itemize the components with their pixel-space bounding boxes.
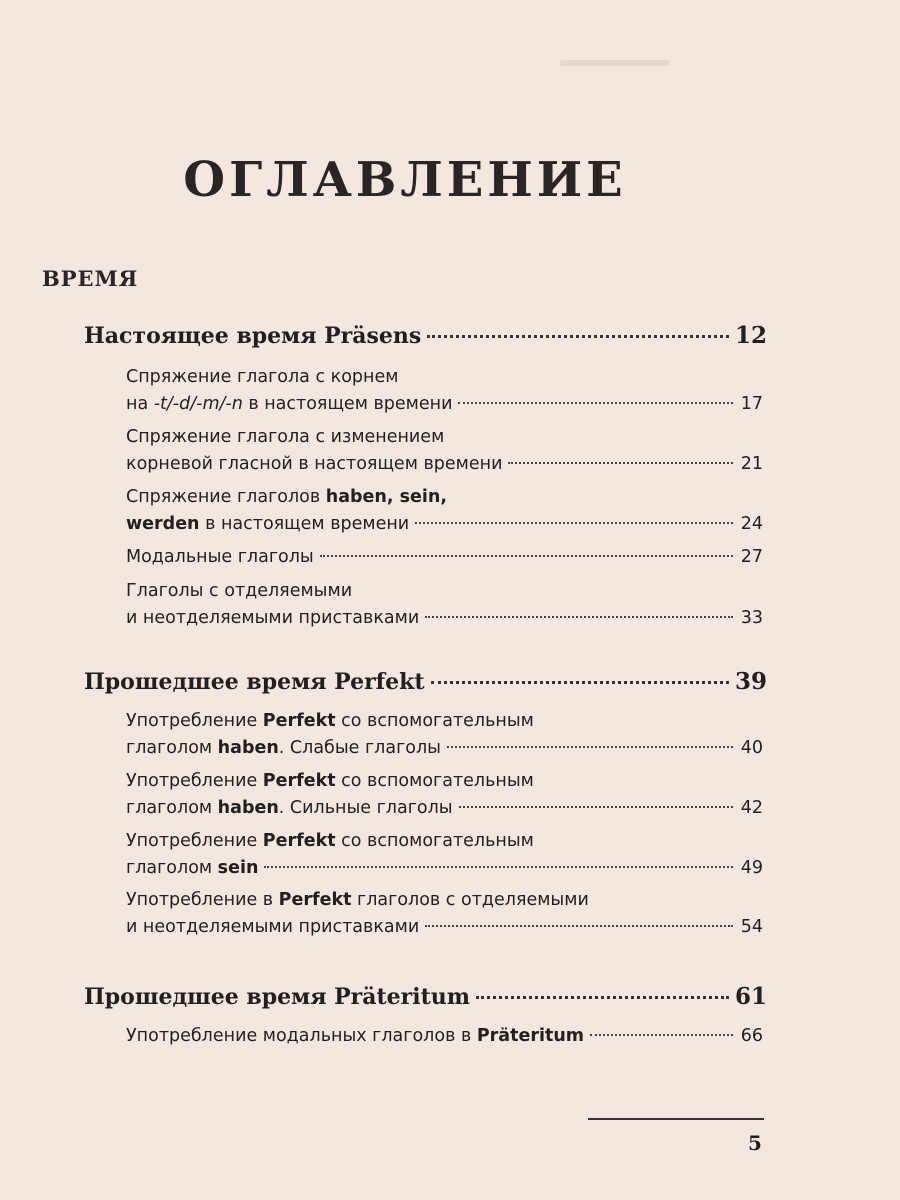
chapter-page: 39 [734, 668, 767, 695]
dot-leader [320, 555, 733, 557]
toc-chapter-prateritum[interactable] [84, 983, 767, 1010]
dot-leader [427, 335, 729, 338]
item-text: глаголом haben. Слабые глаголы [126, 738, 441, 758]
dot-leader [459, 806, 733, 808]
bleed-through-mark [560, 60, 670, 66]
item-line: Спряжение глагола с изменением [126, 427, 445, 447]
dot-leader [458, 402, 733, 404]
item-page: 54 [740, 917, 763, 937]
item-text: корневой гласной в настоящем времени [126, 454, 503, 474]
item-page: 42 [740, 798, 763, 818]
section-heading: ВРЕМЯ [42, 266, 139, 291]
dot-leader [415, 522, 733, 524]
item-line: Спряжение глагола с корнем [126, 367, 399, 387]
chapter-page: 12 [734, 322, 767, 349]
dot-leader [425, 925, 733, 927]
item-page: 40 [740, 738, 763, 758]
chapter-page: 61 [734, 983, 767, 1010]
toc-item-21[interactable] [126, 424, 763, 478]
page-number: 5 [748, 1131, 762, 1155]
dot-leader [264, 866, 733, 868]
dot-leader [476, 996, 729, 999]
item-line: Употребление Perfekt со вспомогательным [126, 831, 534, 851]
item-line: Употребление Perfekt со вспомогательным [126, 711, 534, 731]
toc-item-24[interactable] [126, 484, 763, 538]
toc-item-66[interactable] [126, 1023, 763, 1050]
item-page: 66 [740, 1026, 763, 1046]
item-page: 17 [740, 394, 763, 414]
chapter-title: Настоящее время Präsens [84, 323, 422, 349]
item-line: Употребление в Perfekt глаголов с отделяемыми [126, 890, 589, 910]
toc-chapter-perfekt[interactable] [84, 668, 767, 695]
toc-item-27[interactable] [126, 544, 763, 571]
toc-chapter-prasens[interactable] [84, 322, 767, 349]
item-text: и неотделяемыми приставками [126, 917, 420, 937]
item-text: на -t/-d/-m/-n в настоящем времени [126, 394, 453, 414]
item-page: 21 [740, 454, 763, 474]
item-page: 24 [740, 514, 763, 534]
toc-item-49[interactable] [126, 828, 763, 882]
toc-item-40[interactable] [126, 708, 763, 762]
chapter-title: Прошедшее время Perfekt [84, 669, 425, 695]
toc-item-33[interactable] [126, 578, 763, 632]
item-line: Глаголы с отделяемыми [126, 581, 353, 601]
item-text: и неотделяемыми приставками [126, 608, 420, 628]
item-text: глаголом haben. Сильные глаголы [126, 798, 453, 818]
item-page: 27 [740, 547, 763, 567]
toc-item-54[interactable] [126, 887, 763, 941]
item-text: глаголом sein [126, 858, 259, 878]
item-line: Употребление Perfekt со вспомогательным [126, 771, 534, 791]
dot-leader [447, 746, 733, 748]
page-title: ОГЛАВЛЕНИЕ [183, 152, 627, 208]
toc-item-42[interactable] [126, 768, 763, 822]
dot-leader [425, 616, 733, 618]
dot-leader [431, 681, 729, 684]
dot-leader [590, 1034, 733, 1036]
item-text: werden в настоящем времени [126, 514, 410, 534]
chapter-title: Прошедшее время Präteritum [84, 984, 471, 1010]
footer-rule [588, 1118, 764, 1120]
item-line: Спряжение глаголов haben, sein, [126, 487, 448, 507]
item-text: Модальные глаголы [126, 547, 314, 567]
dot-leader [508, 462, 733, 464]
item-text: Употребление модальных глаголов в Präteritum [126, 1026, 585, 1046]
toc-item-17[interactable] [126, 364, 763, 418]
item-page: 49 [740, 858, 763, 878]
item-page: 33 [740, 608, 763, 628]
